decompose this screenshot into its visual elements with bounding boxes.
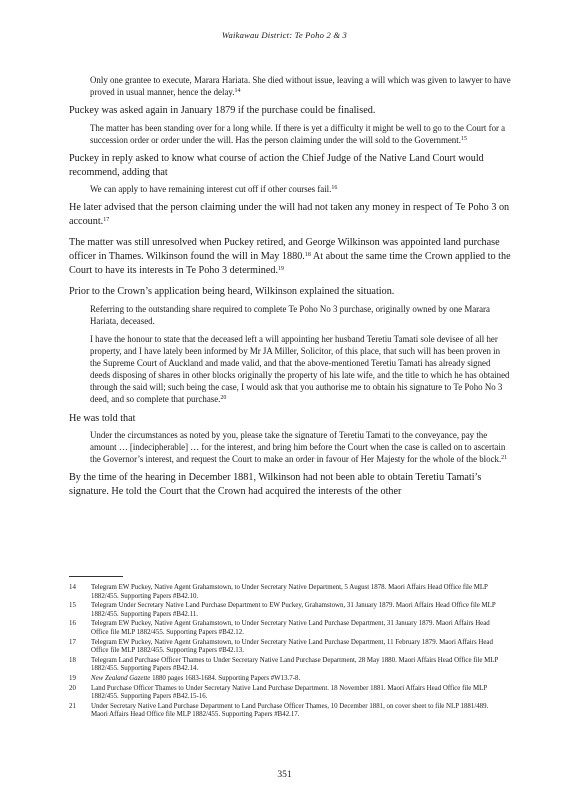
quote-text: We can apply to have remaining interest cut off if other courses fail. <box>90 184 332 195</box>
footnote-ref[interactable]: 15 <box>460 135 467 142</box>
footnote-divider <box>69 576 123 577</box>
footnote-text: Telegram EW Puckey, Native Agent Grahamstown, to Under Secretary Native Land Purchase Department, 31 January 1879. Maori Affairs Head Office file MLP 1882/455. Supporting Papers #B42.12. <box>91 620 490 636</box>
block-quote <box>90 333 511 406</box>
paragraph <box>69 412 511 426</box>
footnote <box>69 675 499 684</box>
footnote <box>69 685 499 702</box>
footnote <box>69 639 499 656</box>
footnote-ref[interactable]: 18 <box>304 252 311 259</box>
footnote-text: Telegram EW Puckey, Native Agent Grahamstown, to Under Secretary Native Department, 5 August 1878. Maori Affairs Head Office file MLP 1882/455. Supporting Papers #B42.10. <box>91 584 488 600</box>
quote-text: Only one grantee to execute, Marara Hariata. She died without issue, leaving a will which was given to lawyer to have proved in usual manner, hence the delay. <box>90 75 511 98</box>
footnote-number: 16 <box>69 620 76 628</box>
body-text <box>69 74 511 507</box>
footnote-number: 18 <box>69 656 76 664</box>
footnote-number: 17 <box>69 638 76 646</box>
block-quote <box>90 74 511 98</box>
footnote <box>69 584 499 601</box>
page-number: 351 <box>277 770 292 780</box>
quote-text: Referring to the outstanding share required to complete Te Poho No 3 purchase, originally owned by one Marara Hariata, deceased. <box>90 303 490 326</box>
footnote <box>69 602 499 619</box>
paragraph-text: He later advised that the person claiming under the will had not taken any money in respect of Te Poho 3 on account. <box>69 202 510 227</box>
footnote-ref[interactable]: 19 <box>278 265 285 272</box>
paragraph-text: He was told that <box>69 412 136 424</box>
paragraph <box>69 152 511 179</box>
paragraph-text: Puckey in reply asked to know what course of action the Chief Judge of the Native Land Court would recommend, adding that <box>69 152 484 178</box>
block-quote <box>90 122 511 146</box>
footnote-ref[interactable]: 20 <box>220 395 227 402</box>
footnote-ref[interactable]: 21 <box>501 455 508 462</box>
paragraph <box>69 104 511 118</box>
quote-text: The matter has been standing over for a long while. If there is yet a difficulty it might be well to go to the Court for a succession order or order under the will. Has the person claiming under the will sold to the Government. <box>90 122 506 145</box>
footnote-ref[interactable]: 14 <box>234 88 241 95</box>
paragraph <box>69 201 511 228</box>
block-quote <box>90 183 511 195</box>
footnote-text: Land Purchase Officer Thames to Under Secretary Native Land Purchase Department. 18 November 1881. Maori Affairs Head Office file MLP 1882/455. Supporting Papers #B42.15-16. <box>91 684 487 701</box>
footnote-text: New Zealand Gazette 1880 pages 1683-1684. Supporting Papers #W13.7-8. <box>91 674 301 682</box>
paragraph <box>69 285 511 299</box>
quote-text: Under the circumstances as noted by you, please take the signature of Teretiu Tamati to the conveyance, pay the amount … [indecipherable] … for the interest, and bring him before the Court when the case is called on to ascertain the Governor’s interest, and request the Court to make an order in favour of Her Majesty for the whole of the block. <box>90 430 506 465</box>
quote-text: I have the honour to state that the deceased left a will appointing her husband Teretiu Tamati sole devisee of all her property, and I have lately been informed by Mr JA Miller, Solicitor, of this place, that such will has been proven in the Supreme Court of Auckland and made valid, and that the above-mentioned Teretiu Tamati has already signed deeds disposing of shares in other blocks originally the property of his late wife, and the title to which he has obtained through the said will; such being the case, I would ask that you authorise me to obtain his signature to Te Poho No 3 deed, and so complete that purchase. <box>90 334 510 405</box>
footnote-text: Telegram Land Purchase Officer Thames to Under Secretary Native Land Purchase Department, 28 May 1880. Maori Affairs Head Office file MLP 1882/455. Supporting Papers #B42.14. <box>91 656 499 673</box>
footnote-text: Telegram Under Secretary Native Land Purchase Department to EW Puckey, Grahamstown, 31 January 1879. Maori Affairs Head Office file MLP 1882/455. Supporting Papers #B42.11. <box>91 602 496 618</box>
footnotes <box>69 584 499 721</box>
footnote <box>69 657 499 674</box>
paragraph <box>69 471 511 498</box>
running-head: Waikawau District: Te Poho 2 & 3 <box>221 30 348 40</box>
footnote-text: Under Secretary Native Land Purchase Department to Land Purchase Officer Thames, 10 December 1881, on cover sheet to file NLP 1881/489. Maori Affairs Head Office file MLP 1882/455. Supporting Papers #B42.17. <box>91 702 489 719</box>
footnote-number: 20 <box>69 684 76 692</box>
paragraph-text: Puckey was asked again in January 1879 if the purchase could be finalised. <box>69 105 376 117</box>
footnote-number: 15 <box>69 602 76 610</box>
footnote-ref[interactable]: 16 <box>331 185 338 192</box>
footnote-text: Telegram EW Puckey, Native Agent Grahamstown, to Under Secretary Native Land Purchase Department, 11 February 1879. Maori Affairs Head Office file MLP 1882/455. Supporting Papers #B42.13. <box>91 638 493 655</box>
paragraph <box>69 236 511 277</box>
paragraph-text: The matter was still unresolved when Puckey retired, and George Wilkinson was appointed land purchase officer in Thames. Wilkinson found the will in May 1880.18 At about the same time the Crown applied to the Court to have its interests in Te Poho 3 determined. <box>69 237 511 276</box>
paragraph-text: Prior to the Crown’s application being heard, Wilkinson explained the situation. <box>69 286 395 298</box>
footnote <box>69 620 499 637</box>
block-quote <box>90 429 511 465</box>
paragraph-text: By the time of the hearing in December 1881, Wilkinson had not been able to obtain Teretiu Tamati’s signature. He told the Court that the Crown had acquired the interests of the other <box>69 472 482 498</box>
footnote-ref[interactable]: 17 <box>103 216 110 223</box>
footnote-number: 14 <box>69 584 76 591</box>
footnote <box>69 703 499 720</box>
footnote-number: 21 <box>69 702 76 710</box>
block-quote <box>90 303 511 327</box>
footnote-number: 19 <box>69 674 76 682</box>
